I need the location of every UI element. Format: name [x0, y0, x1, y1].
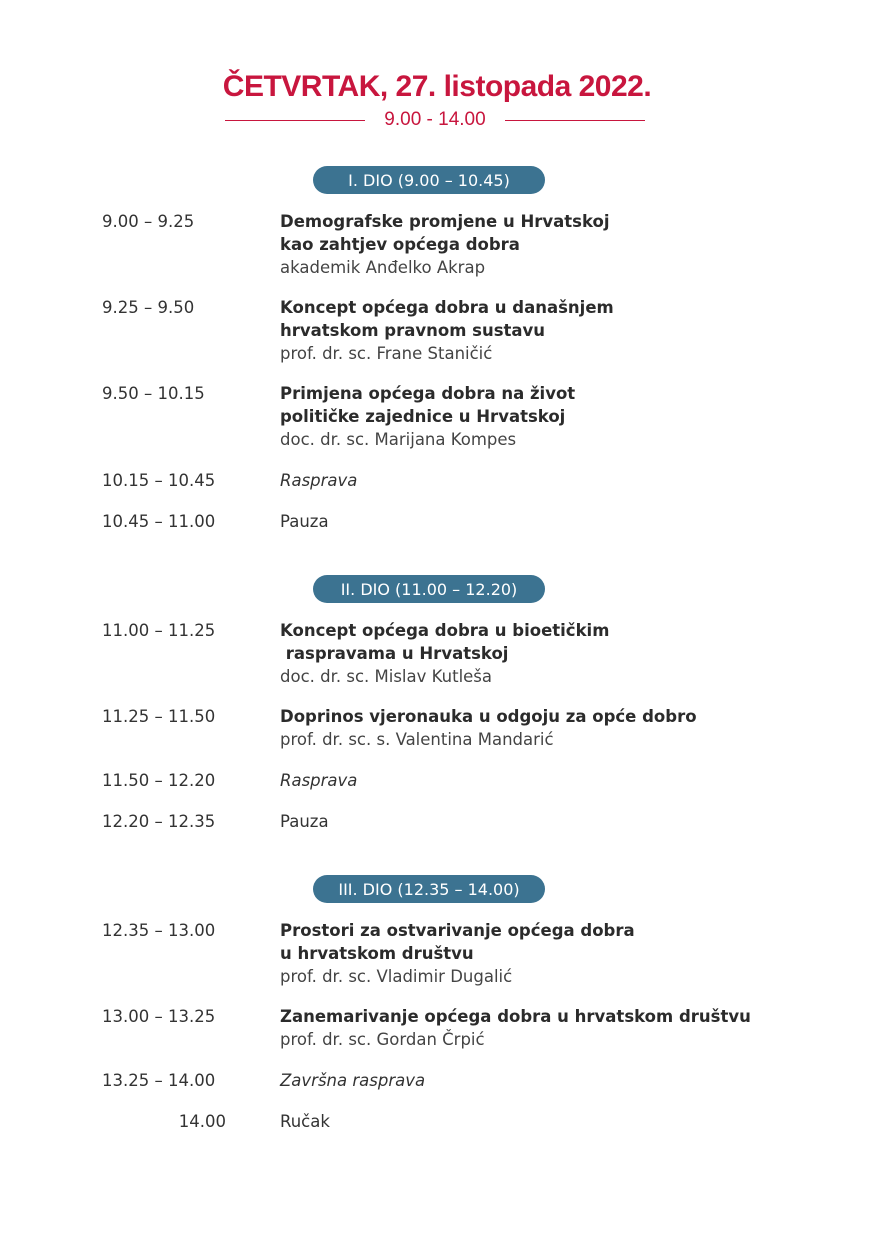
divider-right [505, 120, 645, 121]
item-title-line: raspravama u Hrvatskoj [280, 644, 509, 663]
item-time: 9.50 – 10.15 [102, 384, 205, 403]
item-title-line: Primjena općega dobra na život [280, 384, 576, 403]
item-lunch: Ručak [280, 1112, 330, 1131]
item-title-line: političke zajednice u Hrvatskoj [280, 407, 566, 426]
item-speaker: prof. dr. sc. s. Valentina Mandarić [280, 730, 554, 749]
item-title-line: Koncept općega dobra u današnjem [280, 298, 614, 317]
item-time: 10.15 – 10.45 [102, 471, 216, 490]
item-discussion: Završna rasprava [280, 1071, 426, 1090]
item-title-line: Doprinos vjeronauka u odgoju za opće dobro [280, 707, 697, 726]
item-speaker: doc. dr. sc. Mislav Kutleša [280, 667, 493, 686]
item-time: 11.50 – 12.20 [102, 771, 216, 790]
agenda-item [280, 382, 575, 451]
item-time: 11.25 – 11.50 [102, 707, 216, 726]
item-title-line: Koncept općega dobra u bioetičkim [280, 621, 610, 640]
agenda-item [280, 210, 610, 279]
agenda-item [280, 705, 697, 751]
item-break: Pauza [280, 512, 329, 531]
item-time: 11.00 – 11.25 [102, 621, 216, 640]
item-title-line: kao zahtjev općega dobra [280, 235, 520, 254]
item-title-line: Zanemarivanje općega dobra u hrvatskom društvu [280, 1007, 751, 1026]
item-time: 9.25 – 9.50 [102, 298, 195, 317]
item-time: 10.45 – 11.00 [102, 512, 216, 531]
item-title-line: Demografske promjene u Hrvatskoj [280, 212, 610, 231]
item-speaker: prof. dr. sc. Frane Staničić [280, 344, 493, 363]
item-break: Pauza [280, 812, 329, 831]
section-label-3: III. DIO (12.35 – 14.00) [313, 875, 545, 903]
item-title-line: hrvatskom pravnom sustavu [280, 321, 546, 340]
item-title-line: u hrvatskom društvu [280, 944, 474, 963]
item-time: 12.20 – 12.35 [102, 812, 216, 831]
agenda-item [280, 619, 609, 688]
item-discussion: Rasprava [280, 471, 358, 490]
item-time: 13.25 – 14.00 [102, 1071, 216, 1090]
page-title: ČETVRTAK, 27. listopada 2022. [222, 70, 652, 103]
item-time: 9.00 – 9.25 [102, 212, 195, 231]
item-speaker: prof. dr. sc. Gordan Črpić [280, 1030, 485, 1049]
time-range: 9.00 - 14.00 [384, 109, 486, 130]
agenda-item [280, 919, 635, 988]
agenda-item [280, 1005, 751, 1051]
item-discussion: Rasprava [280, 771, 358, 790]
section-label-2: II. DIO (11.00 – 12.20) [313, 575, 545, 603]
item-title-line: Prostori za ostvarivanje općega dobra [280, 921, 635, 940]
item-time: 13.00 – 13.25 [102, 1007, 216, 1026]
item-time: 14.00 [178, 1112, 226, 1131]
time-range-row [225, 109, 645, 131]
item-speaker: doc. dr. sc. Marijana Kompes [280, 430, 517, 449]
item-time: 12.35 – 13.00 [102, 921, 216, 940]
item-speaker: akademik Anđelko Akrap [280, 258, 486, 277]
section-label-1: I. DIO (9.00 – 10.45) [313, 166, 545, 194]
agenda-item [280, 296, 614, 365]
divider-left [225, 120, 365, 121]
item-speaker: prof. dr. sc. Vladimir Dugalić [280, 967, 513, 986]
